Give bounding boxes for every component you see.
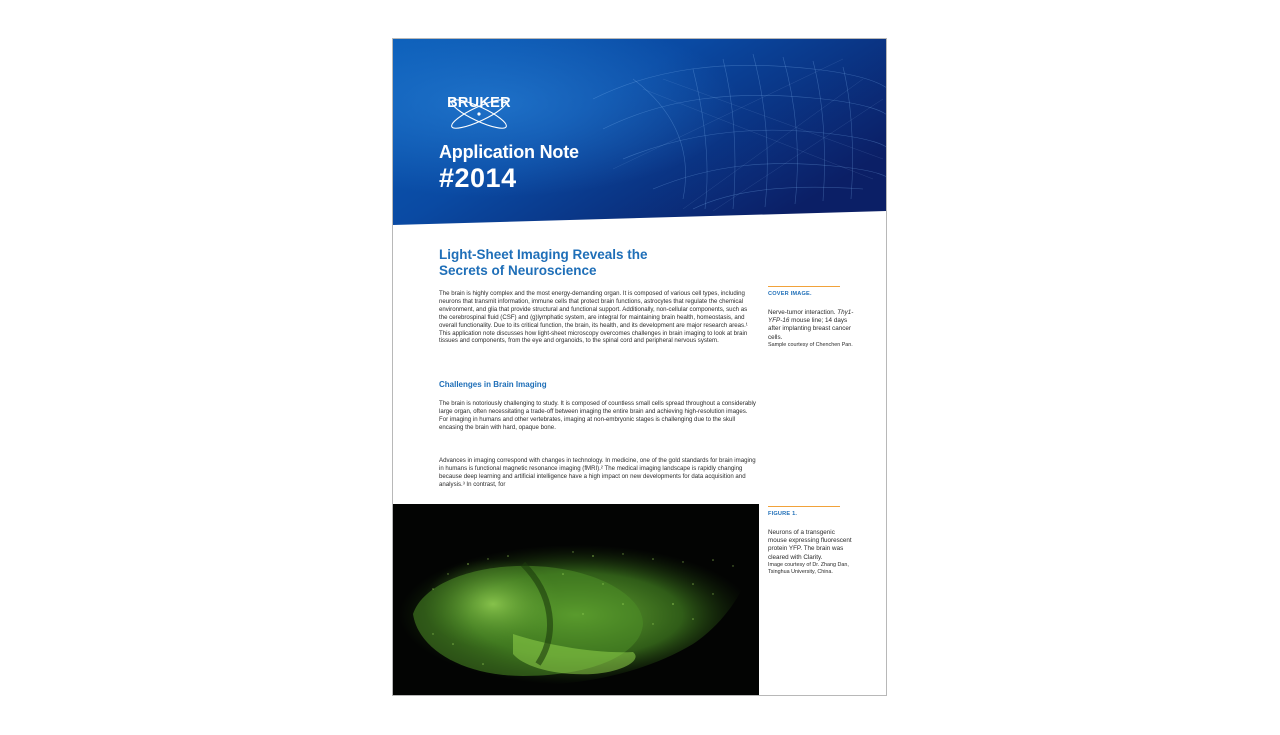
article-title xyxy=(439,247,739,279)
article-title-line-2: Secrets of Neuroscience xyxy=(439,263,597,278)
figure-caption-rule xyxy=(768,506,840,507)
cover-banner-image xyxy=(393,39,887,229)
figure-caption xyxy=(768,529,854,576)
challenges-paragraph-2: Advances in imaging correspond with changes in technology. In medicine, one of the gold standards for brain imaging in humans is functional magnetic resonance imaging (fMRI).² The medical imaging landscape is rapidly changing because deep learning and artificial intelligence have a high impact on new developments for data acquisition and analysis.³ In contrast, for xyxy=(439,457,756,488)
cover-caption-credit: Sample courtesy of Chenchen Pan. xyxy=(768,341,853,348)
cover-banner xyxy=(393,39,887,229)
challenges-paragraph-1: The brain is notoriously challenging to study. It is composed of countless small cells spread throughout a considerably large organ, often necessitating a trade-off between imaging the entire brain and achieving high-resolution images. For imaging in humans and other vertebrates, imaging at non-embryonic stages is challenging due to the skull encasing the brain with hard, opaque bone. xyxy=(439,400,756,431)
figure-caption-credit: Image courtesy of Dr. Zhang Dan, Tsinghua University, China. xyxy=(768,561,849,576)
application-note-number: #2014 xyxy=(439,163,517,193)
article-title-line-1: Light-Sheet Imaging Reveals the xyxy=(439,247,648,262)
fluorescent-brain-image xyxy=(393,504,759,696)
bruker-logo xyxy=(437,95,521,129)
cover-caption xyxy=(768,309,854,349)
brand-name: BRUKER xyxy=(447,95,511,111)
figure-caption-text: Neurons of a transgenic mouse expressing fluorescent protein YFP. The brain was cleared with Clarity. xyxy=(768,529,852,561)
application-note-page xyxy=(392,38,887,696)
cover-caption-mouse-line: Thy1-YFP-16 xyxy=(768,309,854,325)
cover-caption-text-suffix: mouse line; 14 days after implanting breast cancer cells. xyxy=(768,317,851,341)
cover-caption-text-prefix: Nerve-tumor interaction. xyxy=(768,309,838,316)
cover-caption-rule xyxy=(768,286,840,287)
figure-1-image xyxy=(393,504,759,696)
application-note-label: Application Note xyxy=(439,142,579,162)
figure-caption-label: FIGURE 1. xyxy=(768,511,798,517)
section-heading: Challenges in Brain Imaging xyxy=(439,380,547,389)
cover-caption-label: COVER IMAGE. xyxy=(768,291,812,297)
intro-paragraph: The brain is highly complex and the most energy-demanding organ. It is composed of various cell types, including neurons that transmit information, immune cells that protect brain functions, astrocytes that regulate the chemical environment, and glia that provide structural and functional support. Additionally, non-cellular components, such as the cerebrospinal fluid (CSF) and (g)lymphatic system, are integral for maintaining brain health, homeostasis, and overall functionality. Due to its critical function, the brain, its health, and its development are major research areas.¹ This application note discusses how light-sheet microscopy overcomes challenges in brain imaging to look at brain tissues and components, from the eye and organoids, to the spinal cord and peripheral nervous system. xyxy=(439,290,748,345)
